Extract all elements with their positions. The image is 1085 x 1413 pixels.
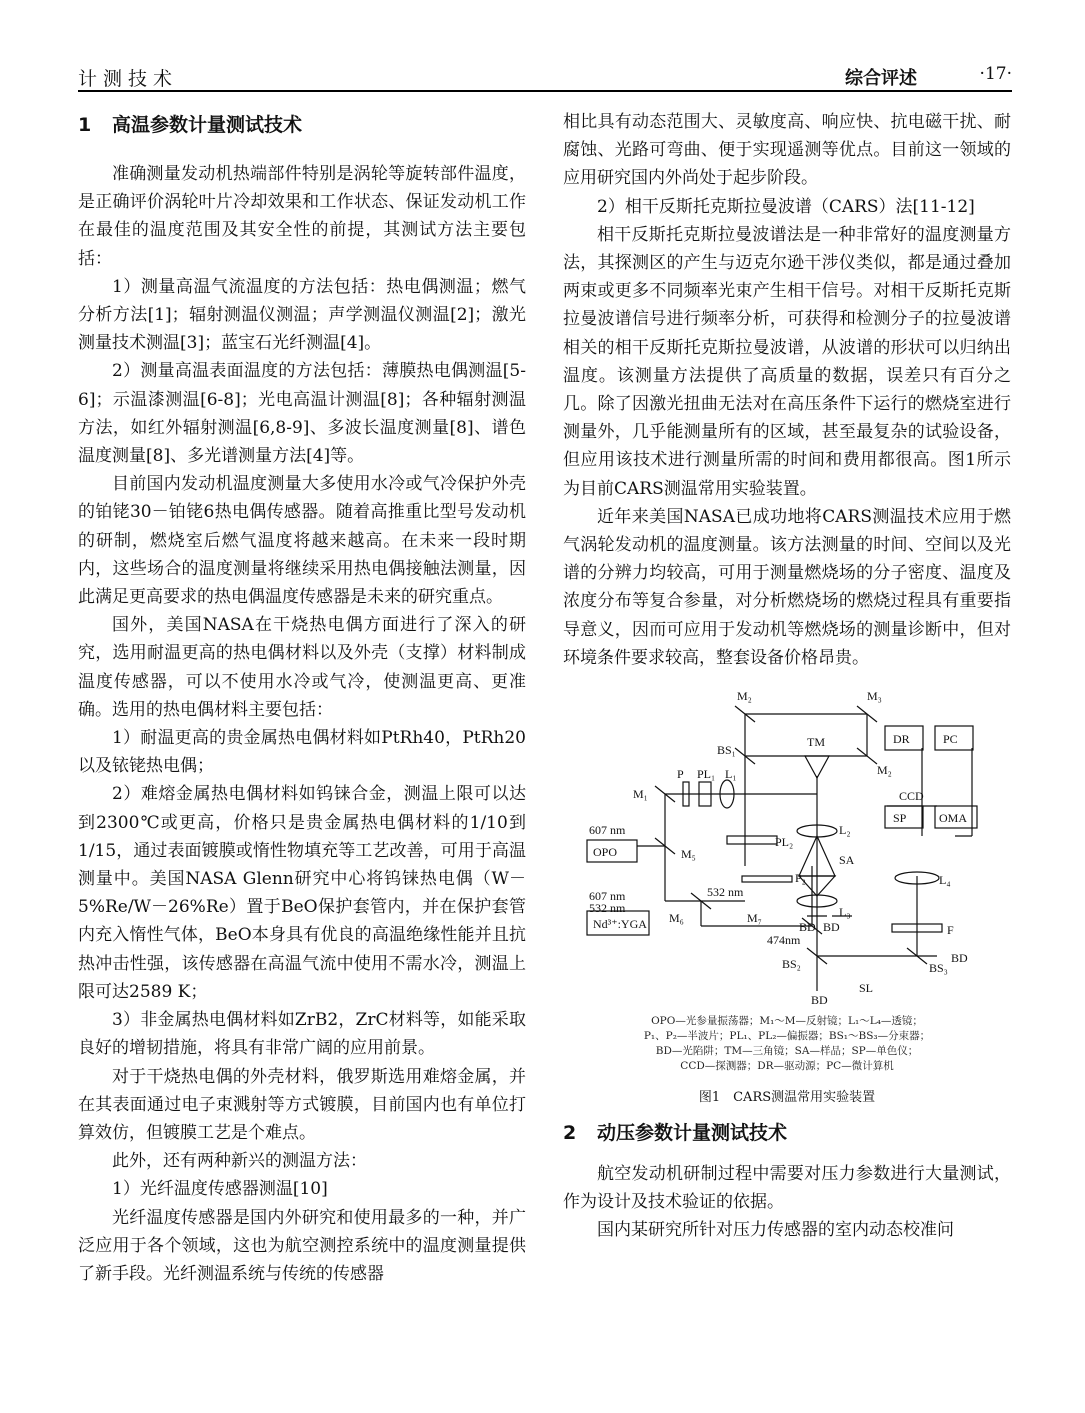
paragraph: 目前国内发动机温度测量大多使用水冷或气冷保护外壳的铂铑30－铂铑6热电偶传感器。随着高推重比型号发动机的研制，燃烧室后燃气温度将越来越高。在未来一段时期内，这些场合的温度测量将继续采用热电偶接触法测量，因此满足更高要求的热电偶温度传感器是未来的研究重点。 — [78, 474, 526, 608]
heading-number: 1 — [78, 114, 92, 136]
paragraph: 国内某研究所针对压力传感器的室内动态校准问 — [597, 1220, 954, 1241]
label-bd3: BD — [951, 951, 968, 966]
label-p2: P₂ — [795, 871, 806, 886]
label-m3: M₃ — [867, 689, 882, 704]
paragraph: 1）耐温更高的贵金属热电偶材料如PtRh40，PtRh20以及铱铑热电偶； — [78, 728, 526, 777]
heading-number: 2 — [563, 1122, 577, 1145]
label-tm: TM — [807, 735, 825, 750]
label-607a: 607 nm — [589, 823, 626, 838]
label-l4: L₄ — [939, 873, 951, 888]
section-heading-2 — [563, 1116, 1011, 1150]
label-pl2: PL₂ — [775, 835, 794, 850]
heading-title: 动压参数计量测试技术 — [597, 1122, 788, 1145]
label-m1: M₁ — [633, 787, 648, 802]
paragraph: 3）非金属热电偶材料如ZrB2，ZrC材料等，如能采取良好的增韧措施，将具有非常广阔的应用前景。 — [78, 1010, 526, 1059]
label-pc: PC — [943, 732, 958, 747]
running-header — [78, 62, 1012, 90]
label-474: 474nm — [767, 933, 801, 948]
paragraph: 光纤温度传感器是国内外研究和使用最多的一种，并广泛应用于各个领域，这也为航空测控系统中的温度测量提供了新手段。光纤测温系统与传统的传感器 — [78, 1207, 526, 1284]
label-f: F — [947, 923, 954, 938]
right-column — [563, 108, 1011, 1245]
label-bd1: BD — [799, 920, 816, 935]
heading-title: 高温参数计量测试技术 — [112, 114, 303, 136]
paragraph: 相比具有动态范围大、灵敏度高、响应快、抗电磁干扰、耐腐蚀、光路可弯曲、便于实现遥测等优点。目前这一领域的应用研究国内外尚处于起步阶段。 — [563, 112, 1011, 189]
paragraph: 1）测量高温气流温度的方法包括：热电偶测温；燃气分析方法[1]；辐射测温仪测温；声学测温仪测温[2]；激光测量技术测温[3]；蓝宝石光纤测温[4]。 — [78, 276, 526, 354]
label-bd2: BD — [823, 920, 840, 935]
label-m6: M₆ — [669, 911, 684, 926]
paragraph: 2）相干反斯托克斯拉曼波谱（CARS）法[11-12] — [597, 196, 975, 217]
left-column — [78, 108, 526, 1288]
label-bs2: BS₂ — [782, 957, 801, 972]
figure-legend — [563, 1014, 1011, 1074]
paragraph: 2）难熔金属热电偶材料如钨铼合金，测温上限可以达到2300℃或更高，价格只是贵金属热电偶材料的1/10到1/15，通过表面镀膜或惰性物填充等工艺改善，可用于高温测量中。美国NASA Glenn研究中心将钨铼热电偶（W－5%Re/W－26%Re）置于BeO保护套管内，并在保护套管内充入惰性气体，BeO本身具有优良的高温绝缘性能并且抗热冲击性强，该传感器在高温气流中使用不需水冷，测温上限可达2589 K； — [78, 784, 526, 1002]
figure-1 — [563, 686, 1011, 1106]
label-532a: 532 nm — [707, 885, 744, 900]
label-607b: 607 nm — [589, 889, 626, 904]
paragraph: 此外，还有两种新兴的测温方法： — [112, 1151, 367, 1172]
label-l3: L₃ — [839, 905, 851, 920]
label-m7: M₇ — [747, 911, 762, 926]
label-nd-yga: Nd³⁺:YGA — [593, 917, 647, 932]
header-rule — [78, 90, 1012, 92]
legend-line: OPO—光参量振荡器；M₁～M—反射镜；L₁～L₄—透镜； — [651, 1015, 923, 1028]
label-dr: DR — [893, 732, 910, 747]
journal-name: 计测技术 — [78, 68, 179, 90]
label-sa: SA — [839, 853, 855, 868]
paragraph: 1）光纤温度传感器测温[10] — [112, 1179, 328, 1200]
label-l1: L₁ — [725, 767, 737, 782]
paragraph: 2）测量高温表面温度的方法包括：薄膜热电偶测温[5-6]；示温漆测温[6-8]；光电高温计测温[8]；各种辐射测温方法，如红外辐射测温[6,8-9]、多波长温度测量[8]、谱色温度测量[8]、多光谱测量方法[4]等。 — [78, 361, 526, 467]
label-m5: M₅ — [681, 847, 696, 862]
label-opo: OPO — [593, 845, 618, 860]
paragraph: 国外，美国NASA在干烧热电偶方面进行了深入的研究，选用耐温更高的热电偶材料以及外壳（支撑）材料制成温度传感器，可以不使用水冷或气冷，使测温更高、更准确。选用的热电偶材料主要包括： — [78, 615, 526, 720]
legend-line: CCD—探测器；DR—驱动源；PC—微计算机 — [680, 1060, 894, 1073]
label-532b: 532 nm — [589, 901, 626, 916]
label-m2b: M₂ — [877, 763, 892, 778]
paragraph: 对于干烧热电偶的外壳材料，俄罗斯选用难熔金属，并在其表面通过电子束溅射等方式镀膜，目前国内也有单位打算效仿，但镀膜工艺是个难点。 — [78, 1066, 526, 1143]
paragraph: 近年来美国NASA已成功地将CARS测温技术应用于燃气涡轮发动机的温度测量。该方法测量的时间、空间以及光谱的分辨力均较高，可用于测量燃烧场的分子密度、温度及浓度分布等复合参量，对分析燃烧场的燃烧过程具有重要指导意义，因而可应用于发动机等燃烧场的测量诊断中，但对环境条件要求较高，整套设备价格昂贵。 — [563, 506, 1011, 668]
legend-line: P₁、P₂—半波片；PL₁、PL₂—偏振器；BS₁～BS₃—分束器； — [643, 1030, 931, 1043]
legend-line: BD—光陷阱；TM—三角镜；SA—样品；SP—单色仪； — [655, 1045, 919, 1058]
label-p: P — [677, 767, 684, 782]
label-ccd: CCD — [899, 789, 924, 804]
cars-setup-diagram — [577, 686, 997, 1011]
paragraph: 相干反斯托克斯拉曼波谱法是一种非常好的温度测量方法，其探测区的产生与迈克尔逊干涉仪类似，都是通过叠加两束或更多不同频率光束产生相干信号。对相干反斯托克斯拉曼波谱信号进行频率分析，可获得和检测分子的拉曼波谱相关的相干反斯托克斯拉曼波谱，从波谱的形状可以归纳出温度。该测量方法提供了高质量的数据，误差只有百分之几。除了因激光扭曲无法对在高压条件下运行的燃烧室进行测量外，几乎能测量所有的区域，甚至最复杂的试验设备，但应用该技术进行测量所需的时间和费用都很高。图1所示为目前CARS测温常用实验装置。 — [563, 224, 1011, 499]
label-bs3: BS₃ — [929, 961, 948, 976]
label-l2: L₂ — [839, 823, 851, 838]
paragraph: 准确测量发动机热端部件特别是涡轮等旋转部件温度，是正确评价涡轮叶片冷却效果和工作状态、保证发动机工作在最佳的温度范围及其安全性的前提，其测试方法主要包括： — [78, 164, 526, 269]
label-bd4: BD — [811, 993, 828, 1008]
paragraph: 航空发动机研制过程中需要对压力参数进行大量测试，作为设计及技术验证的依据。 — [563, 1164, 1011, 1213]
label-bs1: BS₁ — [717, 743, 736, 758]
page-number: ·17· — [979, 64, 1012, 84]
section-heading-1 — [78, 108, 526, 142]
label-pl1: PL₁ — [697, 767, 716, 782]
label-sl: SL — [859, 981, 874, 996]
section-name: 综合评述 — [845, 68, 917, 89]
figure-caption: 图1 CARS测温常用实验装置 — [698, 1090, 876, 1106]
label-sp: SP — [893, 811, 907, 826]
label-oma: OMA — [939, 811, 968, 826]
label-m2: M₂ — [737, 689, 752, 704]
